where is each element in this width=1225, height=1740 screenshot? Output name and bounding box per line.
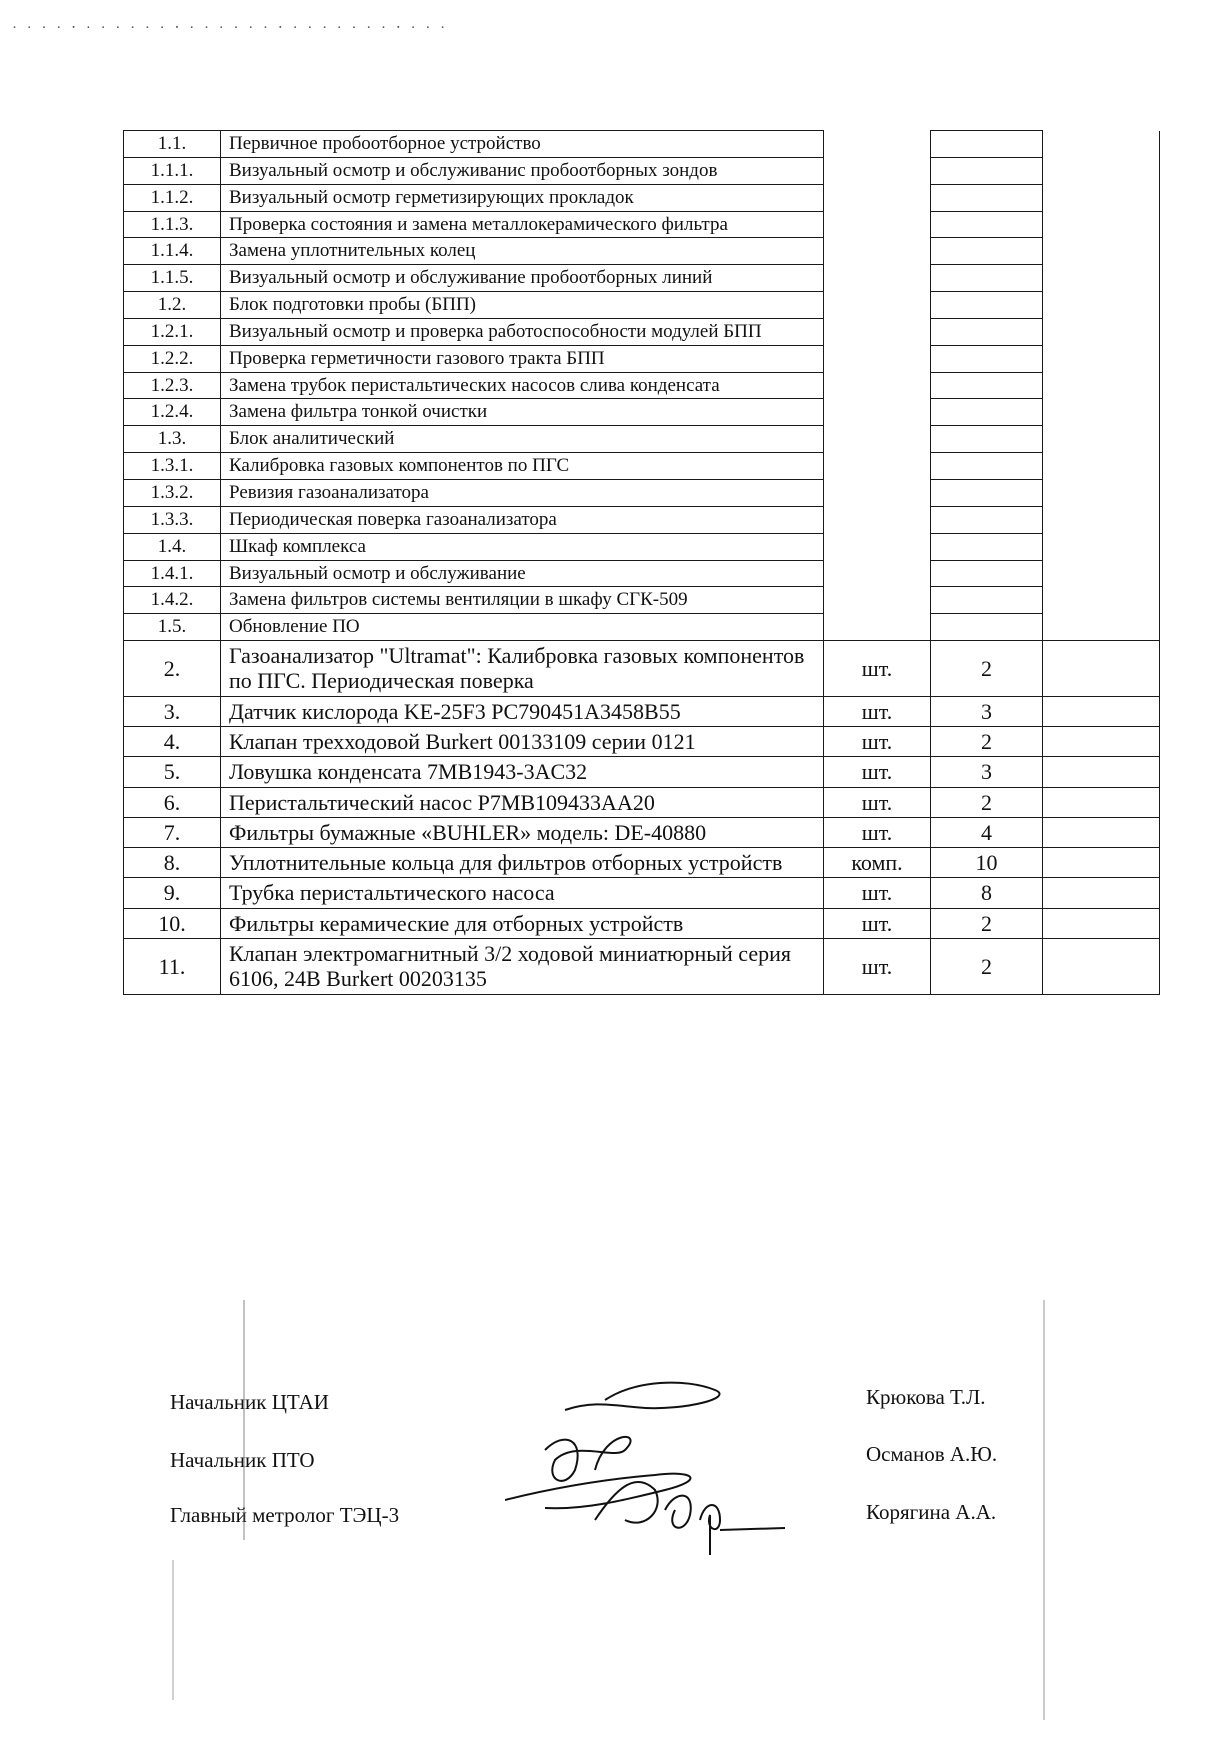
item-description: Уплотнительные кольца для фильтров отборных устройств <box>221 848 824 878</box>
item-unit: шт. <box>824 757 931 787</box>
role-chief-metrologist: Главный метролог ТЭЦ-3 <box>170 1503 400 1527</box>
row-unit-empty <box>824 533 931 560</box>
item-extra-empty <box>1043 878 1160 908</box>
table-row <box>124 939 1160 995</box>
row-extra-empty <box>1043 533 1160 560</box>
item-description: Фильтры керамические для отборных устройств <box>221 908 824 938</box>
item-description: Фильтры бумажные «BUHLER» модель: DE-40880 <box>221 817 824 847</box>
row-description: Замена уплотнительных колец <box>221 238 824 265</box>
row-extra-empty <box>1043 426 1160 453</box>
row-number: 1.1.4. <box>124 238 221 265</box>
item-unit: шт. <box>824 878 931 908</box>
row-number: 1.3.3. <box>124 506 221 533</box>
item-unit: шт. <box>824 908 931 938</box>
item-extra-empty <box>1043 787 1160 817</box>
item-unit: шт. <box>824 641 931 697</box>
item-description: Датчик кислорода KE-25F3 PC790451A3458B55 <box>221 696 824 726</box>
row-qty-empty <box>931 345 1043 372</box>
row-description: Замена фильтров системы вентиляции в шкафу СГК-509 <box>221 587 824 614</box>
item-unit: шт. <box>824 696 931 726</box>
row-unit-empty <box>824 292 931 319</box>
item-description: Ловушка конденсата 7MB1943-3AC32 <box>221 757 824 787</box>
row-unit-empty <box>824 372 931 399</box>
row-description: Первичное пробоотборное устройство <box>221 131 824 158</box>
row-extra-empty <box>1043 131 1160 158</box>
item-extra-empty <box>1043 641 1160 697</box>
item-description: Трубка перистальтического насоса <box>221 878 824 908</box>
table-row <box>124 587 1160 614</box>
table-row <box>124 817 1160 847</box>
item-quantity: 3 <box>931 696 1043 726</box>
table-row <box>124 848 1160 878</box>
row-qty-empty <box>931 506 1043 533</box>
table-row <box>124 238 1160 265</box>
row-unit-empty <box>824 479 931 506</box>
item-quantity: 2 <box>931 908 1043 938</box>
row-unit-empty <box>824 265 931 292</box>
row-unit-empty <box>824 131 931 158</box>
item-quantity: 2 <box>931 641 1043 697</box>
table-row <box>124 641 1160 697</box>
row-unit-empty <box>824 426 931 453</box>
table-row <box>124 453 1160 480</box>
row-unit-empty <box>824 614 931 641</box>
row-description: Обновление ПО <box>221 614 824 641</box>
item-extra-empty <box>1043 726 1160 756</box>
row-description: Замена трубок перистальтических насосов слива конденсата <box>221 372 824 399</box>
row-extra-empty <box>1043 184 1160 211</box>
row-qty-empty <box>931 399 1043 426</box>
row-description: Визуальный осмотр герметизирующих прокладок <box>221 184 824 211</box>
row-qty-empty <box>931 587 1043 614</box>
item-number: 10. <box>124 908 221 938</box>
item-description: Перистальтический насос P7MB109433AA20 <box>221 787 824 817</box>
handwritten-signatures <box>505 1370 835 1570</box>
works-table <box>123 130 1160 995</box>
item-number: 8. <box>124 848 221 878</box>
row-description: Блок аналитический <box>221 426 824 453</box>
row-extra-empty <box>1043 265 1160 292</box>
row-qty-empty <box>931 184 1043 211</box>
row-number: 1.4.2. <box>124 587 221 614</box>
name-koryagina: Корягина А.А. <box>866 1500 997 1524</box>
item-extra-empty <box>1043 696 1160 726</box>
table-row <box>124 726 1160 756</box>
row-qty-empty <box>931 560 1043 587</box>
row-qty-empty <box>931 318 1043 345</box>
row-extra-empty <box>1043 318 1160 345</box>
item-extra-empty <box>1043 939 1160 995</box>
role-head-pto: Начальник ПТО <box>170 1448 315 1472</box>
row-qty-empty <box>931 479 1043 506</box>
row-qty-empty <box>931 238 1043 265</box>
table-row <box>124 560 1160 587</box>
row-qty-empty <box>931 131 1043 158</box>
row-description: Визуальный осмотр и обслуживанис пробоотборных зондов <box>221 157 824 184</box>
row-number: 1.3.2. <box>124 479 221 506</box>
row-extra-empty <box>1043 157 1160 184</box>
item-unit: шт. <box>824 726 931 756</box>
name-kryukova: Крюкова Т.Л. <box>866 1385 986 1409</box>
row-description: Замена фильтра тонкой очистки <box>221 399 824 426</box>
item-number: 9. <box>124 878 221 908</box>
item-unit: шт. <box>824 787 931 817</box>
item-number: 2. <box>124 641 221 697</box>
row-description: Периодическая поверка газоанализатора <box>221 506 824 533</box>
table-row <box>124 696 1160 726</box>
row-number: 1.4. <box>124 533 221 560</box>
row-qty-empty <box>931 265 1043 292</box>
row-extra-empty <box>1043 211 1160 238</box>
item-extra-empty <box>1043 908 1160 938</box>
table-row <box>124 479 1160 506</box>
row-extra-empty <box>1043 560 1160 587</box>
row-extra-empty <box>1043 587 1160 614</box>
row-number: 1.2.3. <box>124 372 221 399</box>
row-unit-empty <box>824 318 931 345</box>
row-number: 1.5. <box>124 614 221 641</box>
row-number: 1.1.2. <box>124 184 221 211</box>
item-extra-empty <box>1043 817 1160 847</box>
row-qty-empty <box>931 533 1043 560</box>
table-row <box>124 878 1160 908</box>
table-row <box>124 211 1160 238</box>
row-extra-empty <box>1043 372 1160 399</box>
row-number: 1.2.2. <box>124 345 221 372</box>
row-description: Визуальный осмотр и обслуживание <box>221 560 824 587</box>
table-row <box>124 318 1160 345</box>
row-extra-empty <box>1043 399 1160 426</box>
row-unit-empty <box>824 211 931 238</box>
item-description: Газоанализатор "Ultramat": Калибровка газовых компонентов по ПГС. Периодическая поверка <box>221 641 824 697</box>
scan-artifact-3 <box>172 1560 174 1700</box>
row-description: Проверка герметичности газового тракта БПП <box>221 345 824 372</box>
item-number: 3. <box>124 696 221 726</box>
row-qty-empty <box>931 292 1043 319</box>
table-row <box>124 157 1160 184</box>
row-number: 1.3.1. <box>124 453 221 480</box>
row-description: Калибровка газовых компонентов по ПГС <box>221 453 824 480</box>
row-extra-empty <box>1043 238 1160 265</box>
row-description: Блок подготовки пробы (БПП) <box>221 292 824 319</box>
scan-noise-top: · · · · ⋅ · · · · · · ⋅ · · · · · · ⋅ · · · · · · · ⋅ · · · <box>12 20 449 36</box>
row-description: Визуальный осмотр и проверка работоспособности модулей БПП <box>221 318 824 345</box>
table-row <box>124 614 1160 641</box>
row-unit-empty <box>824 184 931 211</box>
row-unit-empty <box>824 453 931 480</box>
item-number: 6. <box>124 787 221 817</box>
item-unit: шт. <box>824 817 931 847</box>
row-description: Проверка состояния и замена металлокерамического фильтра <box>221 211 824 238</box>
row-description: Визуальный осмотр и обслуживание пробоотборных линий <box>221 265 824 292</box>
item-description: Клапан электромагнитный 3/2 ходовой миниатюрный серия 6106, 24В Burkert 00203135 <box>221 939 824 995</box>
table-row <box>124 426 1160 453</box>
item-quantity: 2 <box>931 787 1043 817</box>
item-quantity: 10 <box>931 848 1043 878</box>
item-quantity: 4 <box>931 817 1043 847</box>
row-qty-empty <box>931 453 1043 480</box>
row-unit-empty <box>824 345 931 372</box>
row-qty-empty <box>931 614 1043 641</box>
role-head-ctai: Начальник ЦТАИ <box>170 1390 329 1414</box>
row-qty-empty <box>931 157 1043 184</box>
row-qty-empty <box>931 372 1043 399</box>
item-extra-empty <box>1043 757 1160 787</box>
row-number: 1.1. <box>124 131 221 158</box>
row-unit-empty <box>824 238 931 265</box>
row-number: 1.2.4. <box>124 399 221 426</box>
item-extra-empty <box>1043 848 1160 878</box>
row-unit-empty <box>824 587 931 614</box>
table-row <box>124 131 1160 158</box>
row-extra-empty <box>1043 479 1160 506</box>
item-quantity: 2 <box>931 939 1043 995</box>
item-number: 4. <box>124 726 221 756</box>
row-number: 1.1.3. <box>124 211 221 238</box>
table-row <box>124 184 1160 211</box>
row-unit-empty <box>824 157 931 184</box>
table-row <box>124 265 1160 292</box>
table-row <box>124 506 1160 533</box>
row-description: Ревизия газоанализатора <box>221 479 824 506</box>
row-number: 1.1.5. <box>124 265 221 292</box>
row-extra-empty <box>1043 453 1160 480</box>
row-extra-empty <box>1043 614 1160 641</box>
item-quantity: 8 <box>931 878 1043 908</box>
item-unit: шт. <box>824 939 931 995</box>
item-number: 11. <box>124 939 221 995</box>
item-unit: комп. <box>824 848 931 878</box>
scan-artifact-1 <box>243 1300 245 1540</box>
row-extra-empty <box>1043 345 1160 372</box>
table-row <box>124 345 1160 372</box>
row-description: Шкаф комплекса <box>221 533 824 560</box>
item-number: 5. <box>124 757 221 787</box>
row-extra-empty <box>1043 292 1160 319</box>
item-number: 7. <box>124 817 221 847</box>
table-row <box>124 372 1160 399</box>
table-row <box>124 787 1160 817</box>
row-number: 1.2.1. <box>124 318 221 345</box>
table-row <box>124 292 1160 319</box>
name-osmanov: Османов А.Ю. <box>866 1442 998 1466</box>
scan-artifact-2 <box>1043 1300 1045 1720</box>
row-number: 1.1.1. <box>124 157 221 184</box>
row-unit-empty <box>824 560 931 587</box>
table-row <box>124 399 1160 426</box>
row-qty-empty <box>931 211 1043 238</box>
item-quantity: 2 <box>931 726 1043 756</box>
table-row <box>124 757 1160 787</box>
item-quantity: 3 <box>931 757 1043 787</box>
row-qty-empty <box>931 426 1043 453</box>
row-unit-empty <box>824 506 931 533</box>
row-number: 1.3. <box>124 426 221 453</box>
row-unit-empty <box>824 399 931 426</box>
row-number: 1.4.1. <box>124 560 221 587</box>
row-extra-empty <box>1043 506 1160 533</box>
item-description: Клапан трехходовой Burkert 00133109 серии 0121 <box>221 726 824 756</box>
table-row <box>124 533 1160 560</box>
row-number: 1.2. <box>124 292 221 319</box>
table-row <box>124 908 1160 938</box>
